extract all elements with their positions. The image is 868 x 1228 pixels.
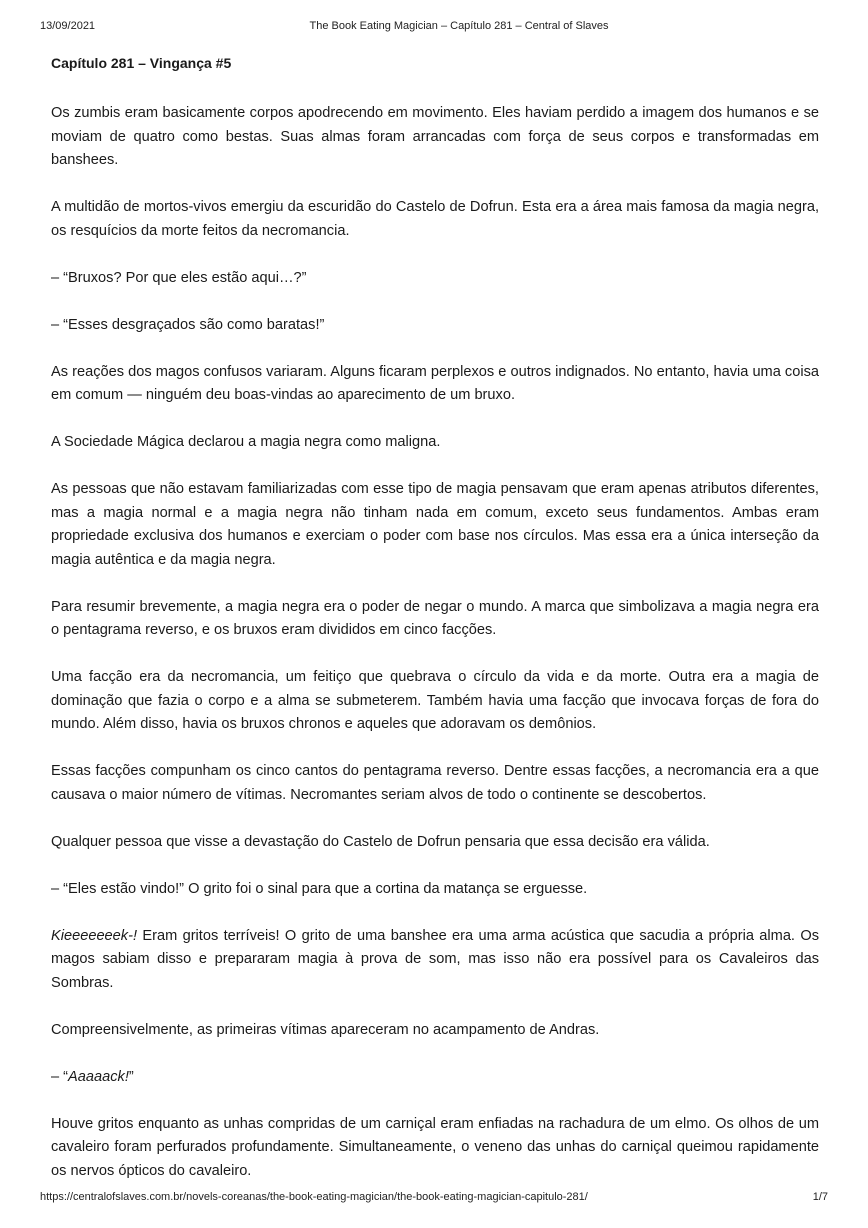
- paragraph-text: Compreensivelmente, as primeiras vítimas apareceram no acampamento de Andras.: [51, 1021, 600, 1038]
- paragraph: [51, 760, 819, 807]
- paragraph: [51, 1019, 819, 1043]
- page-number: 1/7: [812, 1191, 828, 1203]
- print-date: 13/09/2021: [40, 20, 96, 32]
- paragraph-text: Para resumir brevemente, a magia negra era o poder de negar o mundo. A marca que simbolizava a magia negra era o pentagrama reverso, e os bruxos eram divididos em cinco facções.: [51, 598, 819, 638]
- paragraph: [51, 666, 819, 737]
- paragraph-text-tail: Eram gritos terríveis! O grito de uma banshee era uma arma acústica que sacudia a própria alma. Os magos sabiam disso e prepararam magia à prova de som, mas isso não era possível para os Cavaleiros das Sombras.: [51, 927, 819, 991]
- paragraph-text: A Sociedade Mágica declarou a magia negra como maligna.: [51, 434, 441, 450]
- page-url: https://centralofslaves.com.br/novels-coreanas/the-book-eating-magician/the-book-eating-magician-capitulo-281/: [40, 1191, 588, 1203]
- paragraph: [51, 314, 819, 338]
- paragraph-text-tail: ”: [128, 1068, 134, 1085]
- paragraph-text: As reações dos magos confusos variaram. Alguns ficaram perplexos e outros indignados. No entanto, havia uma coisa em comum — ninguém deu boas-vindas ao aparecimento de um bruxo.: [51, 363, 819, 403]
- paragraph-text: Qualquer pessoa que visse a devastação do Castelo de Dofrun pensaria que essa decisão era válida.: [51, 833, 710, 850]
- paragraph-text: Houve gritos enquanto as unhas compridas de um carniçal eram enfiadas na rachadura de um elmo. Os olhos de um cavaleiro foram perfurados profundamente. Simultaneamente, o veneno das unhas do carniçal queimou rapidamente os nervos ópticos do cavaleiro.: [51, 1115, 819, 1179]
- paragraph: [51, 1066, 819, 1090]
- paragraph: [51, 196, 819, 243]
- paragraph-text: – “: [51, 1068, 69, 1085]
- document-title: The Book Eating Magician – Capítulo 281 – Central of Slaves: [309, 20, 609, 32]
- paragraph: [51, 1113, 819, 1184]
- paragraph-text: Uma facção era da necromancia, um feitiço que quebrava o círculo da vida e da morte. Outra era a magia de dominação que fazia o corpo e a alma se submeterem. Também havia uma facção que invocava forças de fora do mundo. Além disso, havia os bruxos chronos e aqueles que adoravam os demônios.: [51, 669, 819, 732]
- paragraph-text: Essas facções compunham os cinco cantos do pentagrama reverso. Dentre essas facções, a necromancia era a que causava o maior número de vítimas. Necromantes seriam alvos de todo o continente se descobertos.: [51, 763, 819, 803]
- paragraph: [51, 596, 819, 643]
- article-body: [51, 53, 819, 1207]
- paragraph: [51, 361, 819, 408]
- paragraph: [51, 831, 819, 855]
- paragraph-list: [51, 102, 819, 1183]
- print-header: [0, 20, 868, 36]
- paragraph: [51, 878, 819, 902]
- paragraph: [51, 478, 819, 572]
- paragraph: [51, 267, 819, 291]
- paragraph-text: As pessoas que não estavam familiarizadas com esse tipo de magia pensavam que eram apenas atributos diferentes, mas a magia normal e a magia negra não tinham nada em comum, exceto seus fundamentos. Ambas eram propriedade exclusiva dos humanos e exerciam o poder com base nos círculos. Mas essa era a única interseção da magia autêntica e da magia negra.: [51, 481, 819, 568]
- paragraph-emphasis: Kieeeeeeek-!: [51, 927, 138, 944]
- paragraph: [51, 102, 819, 173]
- paragraph-text: – “Bruxos? Por que eles estão aqui…?”: [51, 269, 307, 286]
- chapter-title: Capítulo 281 – Vingança #5: [51, 55, 232, 71]
- paragraph: [51, 431, 819, 455]
- paragraph-text: – “Esses desgraçados são como baratas!”: [51, 316, 325, 333]
- paragraph-emphasis: Aaaaack!: [68, 1068, 129, 1085]
- paragraph-text: – “Eles estão vindo!” O grito foi o sinal para que a cortina da matança se erguesse.: [51, 880, 588, 897]
- paragraph-text: A multidão de mortos-vivos emergiu da escuridão do Castelo de Dofrun. Esta era a área mais famosa da magia negra, os resquícios da morte feitos da necromancia.: [51, 199, 819, 239]
- paragraph-text: Os zumbis eram basicamente corpos apodrecendo em movimento. Eles haviam perdido a imagem dos humanos e se moviam de quatro como bestas. Suas almas foram arrancadas com força de seus corpos e transformadas em banshees.: [51, 105, 819, 168]
- paragraph: [51, 925, 819, 996]
